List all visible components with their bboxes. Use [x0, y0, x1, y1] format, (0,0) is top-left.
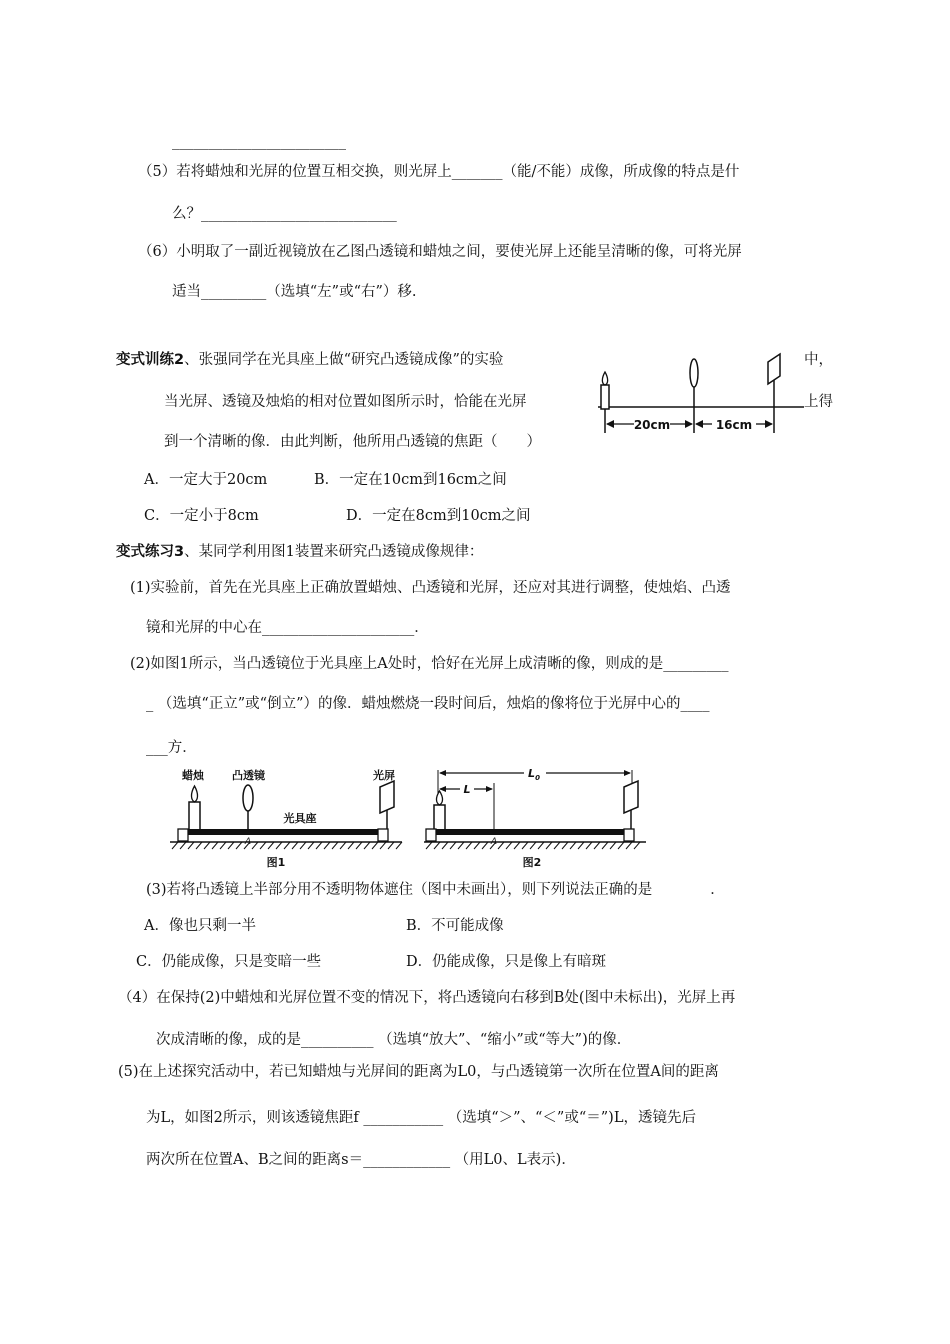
exercise-3-part2-line1: (2)如图1所示，当凸透镜位于光具座上A处时，恰好在光屏上成清晰的像，则成的是_________: [130, 656, 729, 672]
question-6-line1: （6）小明取了一副近视镜放在乙图凸透镜和蜡烛之间，要使光屏上还能呈清晰的像，可将光屏: [138, 244, 742, 260]
ground-hatching: [172, 842, 402, 849]
exercise-2-option-c[interactable]: C．一定小于8cm: [144, 508, 259, 524]
lens-setup-diagram: [590, 352, 806, 436]
exercise-3-part5-line2: 为L，如图2所示，则该透镜焦距f ___________ （选填“＞”、“＜”或“＝”)L，透镜先后: [146, 1110, 696, 1126]
question-5-line1: （5）若将蜡烛和光屏的位置互相交换，则光屏上_______（能/不能）成像，所成像的特点是什: [138, 164, 740, 180]
exercise-3-part3: (3)若将凸透镜上半部分用不透明物体遮住（图中未画出），则下列说法正确的是 ．: [146, 882, 725, 898]
exercise-3-label: 变式练习3: [116, 544, 185, 560]
exercise-3-part3-option-d[interactable]: D．仍能成像，只是像上有暗斑: [406, 954, 607, 970]
question-6-line2: 适当_________（选填“左”或“右”）移.: [172, 284, 417, 300]
exercise-2-option-b[interactable]: B．一定在10cm到16cm之间: [314, 472, 507, 488]
convex-lens-icon: [243, 785, 253, 811]
position-a-label: A: [490, 837, 498, 847]
exercise-2-option-d[interactable]: D．一定在8cm到10cm之间: [346, 508, 531, 524]
exercise-3-part3-option-c[interactable]: C．仍能成像，只是变暗一些: [136, 954, 322, 970]
exercise-3-part1-line2: 镜和光屏的中心在_____________________．: [146, 620, 429, 636]
exercise-2-text: 、张强同学在光具座上做“研究凸透镜成像”的实验: [184, 352, 504, 368]
optical-bench-label: 光具座: [283, 812, 317, 825]
exercise-2-line2-end: 上得: [804, 394, 833, 410]
optical-bench-rail: [184, 829, 382, 835]
convex-lens-icon: [690, 359, 698, 387]
candle-icon: [189, 786, 200, 830]
figure-2-caption: 图2: [522, 856, 542, 869]
lens-label: 凸透镜: [232, 769, 265, 782]
ground-hatching: [426, 842, 640, 849]
exercise-3-part5-line3: 两次所在位置A、B之间的距离s＝____________ （用L0、L表示)．: [146, 1152, 576, 1168]
candle-label: 蜡烛: [182, 769, 204, 782]
screen-label: 光屏: [373, 769, 395, 782]
exercise-2-line3: 到一个清晰的像．由此判断，他所用凸透镜的焦距（ ）: [164, 434, 541, 450]
optical-bench-rail: [432, 829, 628, 835]
figure-1-optical-bench: [168, 765, 404, 873]
distance-l-label: L: [463, 783, 471, 796]
candle-icon: [434, 791, 445, 830]
exercise-2-option-a[interactable]: A．一定大于20cm: [144, 472, 268, 488]
question-5-line2: 么？___________________________: [172, 206, 397, 222]
figure-2-optical-bench: [424, 765, 660, 873]
exercise-3-part4-line1: （4）在保持(2)中蜡烛和光屏位置不变的情况下，将凸透镜向右移到B处(图中未标出)，光屏上再: [118, 990, 736, 1006]
exercise-2-line1-end: 中，: [804, 352, 833, 368]
distance-label-16cm: 16cm: [715, 418, 753, 432]
distance-label-20cm: 20cm: [633, 418, 671, 432]
light-screen-icon: [768, 354, 780, 384]
answer-blank-top[interactable]: ________________________: [172, 134, 346, 150]
exercise-3-part2-line3: ___方．: [146, 740, 197, 756]
light-screen-icon: [380, 781, 394, 813]
exercise-3-part1-line1: (1)实验前，首先在光具座上正确放置蜡烛、凸透镜和光屏，还应对其进行调整，使烛焰、凸透: [130, 580, 731, 596]
exercise-3-part3-option-b[interactable]: B．不可能成像: [406, 918, 504, 934]
exercise-3-part2-line2: _ （选填“正立”或“倒立”）的像．蜡烛燃烧一段时间后，烛焰的像将位于光屏中心的____: [146, 696, 710, 712]
exercise-2-line1: [116, 350, 503, 370]
exercise-3-part5-line1: (5)在上述探究活动中，若已知蜡烛与光屏间的距离为L0，与凸透镜第一次所在位置A间的距离: [118, 1064, 719, 1080]
exercise-3-part3-option-a[interactable]: A．像也只剩一半: [144, 918, 256, 934]
exercise-2-label: 变式训练2: [116, 352, 185, 368]
candle-icon: [601, 372, 609, 409]
exercise-2-line2: 当光屏、透镜及烛焰的相对位置如图所示时，恰能在光屏: [164, 394, 527, 410]
position-a-label: A: [244, 837, 252, 847]
exercise-3-intro: [116, 542, 483, 562]
light-screen-icon: [624, 781, 638, 813]
exercise-3-part4-line2: 次成清晰的像，成的是__________ （选填“放大”、“缩小”或“等大”)的像．: [156, 1032, 632, 1048]
exercise-3-intro-text: 、某同学利用图1装置来研究凸透镜成像规律：: [184, 544, 484, 560]
figure-1-caption: 图1: [266, 856, 286, 869]
distance-l0-label: $L_0$: [528, 767, 540, 782]
